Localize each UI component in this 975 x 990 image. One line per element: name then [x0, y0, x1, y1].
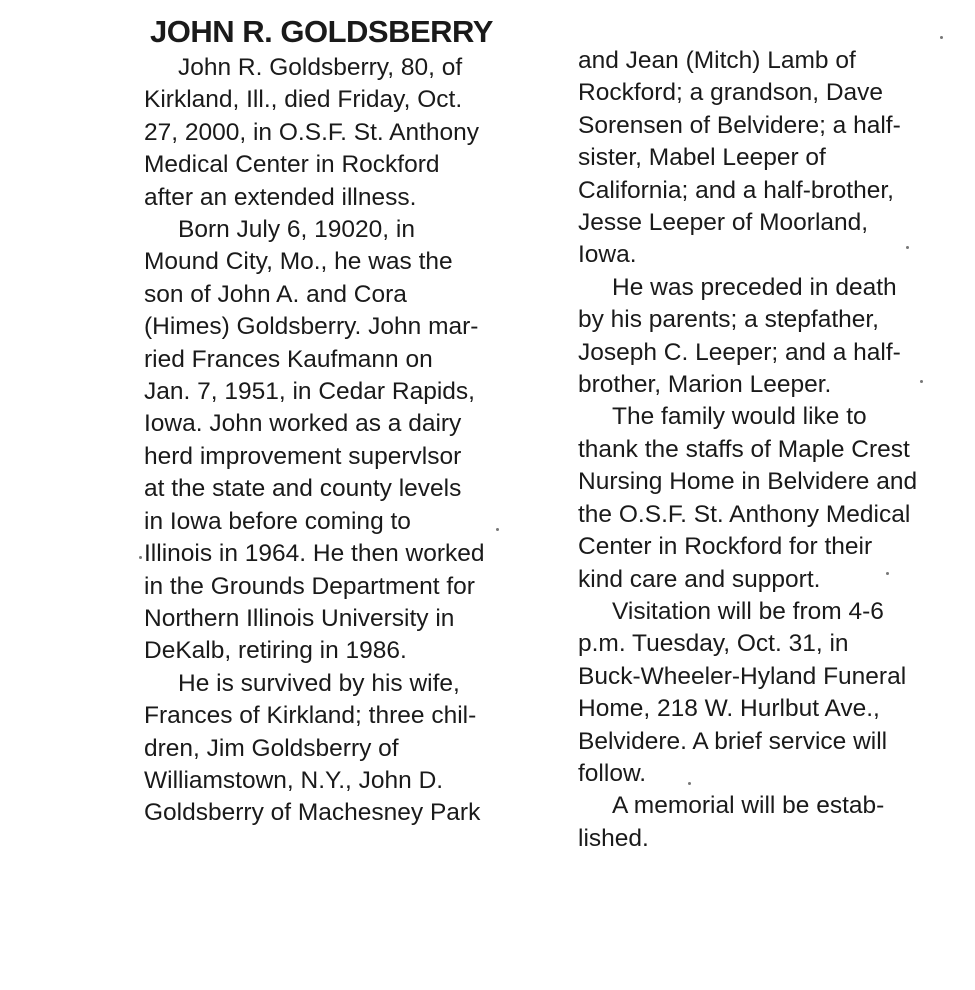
obituary-headline: JOHN R. GOLDSBERRY: [150, 14, 493, 49]
obituary-text-line: by his parents; a stepfather,: [578, 306, 879, 334]
obituary-column-right: [578, 45, 973, 855]
obituary-text-line: at the state and county levels: [144, 475, 462, 503]
obituary-text-line: Nursing Home in Belvidere and: [578, 468, 918, 496]
obituary-text-line: Goldsberry of Machesney Park: [144, 799, 481, 827]
obituary-text-line: Center in Rockford for their: [578, 533, 873, 561]
obituary-text-line: after an extended illness.: [144, 183, 417, 211]
obituary-text-line: brother, Marion Leeper.: [578, 371, 832, 399]
obituary-text-line: A memorial will be estab-: [612, 792, 885, 820]
obituary-text-line: Sorensen of Belvidere; a half-: [578, 111, 901, 139]
obituary-text-line: kind care and support.: [578, 565, 821, 593]
obituary-text-line: and Jean (Mitch) Lamb of: [578, 47, 856, 74]
scan-speck: [688, 782, 691, 785]
obituary-text-line: in the Grounds Department for: [144, 572, 475, 600]
obituary-text-line: Visitation will be from 4-6: [612, 597, 884, 625]
obituary-text-line: in Iowa before coming to: [144, 507, 411, 535]
obituary-text-line: California; and a half-brother,: [578, 176, 894, 204]
obituary-text-line: follow.: [578, 759, 647, 787]
obituary-text-line: son of John A. and Cora: [144, 280, 407, 308]
obituary-text-line: sister, Mabel Leeper of: [578, 144, 826, 172]
obituary-column-left: [144, 52, 544, 830]
obituary-text-line: Jan. 7, 1951, in Cedar Rapids,: [144, 378, 475, 406]
scan-speck: [886, 572, 889, 575]
obituary-text-line: Mound City, Mo., he was the: [144, 248, 453, 276]
obituary-text-line: herd improvement supervlsor: [144, 442, 462, 470]
scan-speck: [906, 246, 909, 249]
obituary-text-line: He is survived by his wife,: [178, 669, 460, 697]
obituary-text-line: 27, 2000, in O.S.F. St. Anthony: [144, 118, 480, 146]
obituary-text-line: The family would like to: [612, 403, 867, 431]
obituary-text-line: Joseph C. Leeper; and a half-: [578, 338, 901, 366]
obituary-text-line: Williamstown, N.Y., John D.: [144, 766, 444, 794]
obituary-text-line: Kirkland, Ill., died Friday, Oct.: [144, 86, 463, 114]
obituary-text-line: Buck-Wheeler-Hyland Funeral: [578, 662, 907, 690]
obituary-text-line: thank the staffs of Maple Crest: [578, 435, 910, 463]
scan-speck: [139, 556, 142, 559]
obituary-text-line: Belvidere. A brief service will: [578, 727, 888, 755]
obituary-text-line: dren, Jim Goldsberry of: [144, 734, 399, 762]
obituary-text-line: Rockford; a grandson, Dave: [578, 79, 884, 107]
obituary-text-line: John R. Goldsberry, 80, of: [178, 54, 463, 81]
obituary-text-line: lished.: [578, 824, 649, 852]
obituary-text-line: Northern Illinois University in: [144, 604, 455, 632]
obituary-text-line: p.m. Tuesday, Oct. 31, in: [578, 630, 849, 658]
scan-speck: [920, 380, 923, 383]
obituary-text-line: Home, 218 W. Hurlbut Ave.,: [578, 695, 880, 723]
obituary-text-line: ried Frances Kaufmann on: [144, 345, 433, 373]
obituary-text-line: Illinois in 1964. He then worked: [144, 540, 485, 568]
obituary-text-line: Jesse Leeper of Moorland,: [578, 209, 869, 237]
obituary-text-line: Medical Center in Rockford: [144, 151, 440, 179]
obituary-text-line: the O.S.F. St. Anthony Medical: [578, 500, 911, 528]
obituary-text-line: Iowa. John worked as a dairy: [144, 410, 462, 438]
obituary-text-line: Born July 6, 19020, in: [178, 216, 415, 244]
obituary-text-line: He was preceded in death: [612, 273, 897, 301]
scan-speck: [940, 36, 943, 39]
scan-speck: [496, 528, 499, 531]
obituary-text-line: Frances of Kirkland; three chil-: [144, 702, 477, 730]
obituary-text-line: (Himes) Goldsberry. John mar-: [144, 313, 479, 341]
obituary-text-line: DeKalb, retiring in 1986.: [144, 637, 407, 665]
obituary-text-line: Iowa.: [578, 241, 637, 269]
